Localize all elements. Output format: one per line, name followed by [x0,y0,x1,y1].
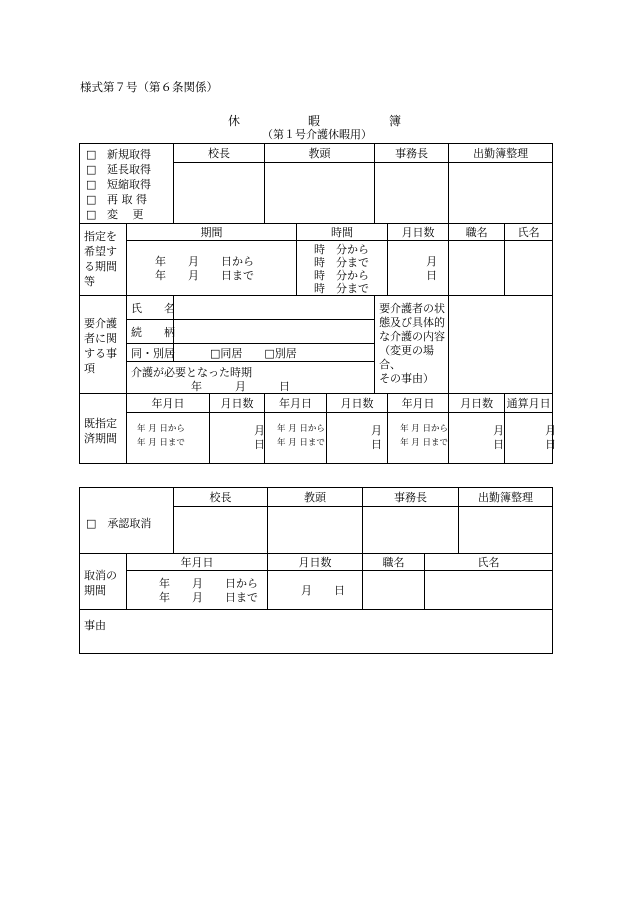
prior-date-header-1: 年月日 [127,394,210,413]
vice-principal-stamp-box[interactable] [265,163,375,224]
requested-period-label: 指定を 希望す る期間 等 [80,224,127,296]
cancel-office-manager-header: 事務長 [363,488,459,507]
prior-date-cell-3[interactable]: 年 月 日から 年 月 日まで [388,413,449,464]
prior-days-header-2: 月日数 [327,394,388,413]
care-relation-input[interactable] [174,320,375,344]
prior-days-header-3: 月日数 [449,394,505,413]
time-value-cell[interactable]: 時 分から 時 分まで 時 分から 時 分まで [297,241,388,296]
approver-vice-principal-header: 教頭 [265,144,375,163]
attendance-stamp-box[interactable] [449,163,553,224]
position-header: 職名 [449,224,505,241]
office-manager-stamp-box[interactable] [375,163,449,224]
days-value-cell[interactable]: 月 日 [388,241,449,296]
type-reacquire-label: 再 取 得 [107,193,147,206]
cancel-attendance-header: 出勤簿整理 [459,488,553,507]
days-header: 月日数 [388,224,449,241]
care-name-input[interactable] [174,296,375,320]
principal-stamp-box[interactable] [174,163,265,224]
cancel-reason-cell[interactable] [80,610,553,654]
prior-date-header-2: 年月日 [265,394,327,413]
position-value-cell[interactable] [449,241,505,296]
form-number: 様式第７号（第６条関係） [80,80,218,94]
prior-date-header-3: 年月日 [388,394,449,413]
name-header: 氏名 [505,224,553,241]
prior-total-cell[interactable]: 月 日 [505,413,553,464]
cancel-principal-header: 校長 [174,488,268,507]
type-shorten-label: 短縮取得 [107,178,151,191]
type-shorten-checkbox[interactable]: □ [86,178,97,191]
period-header: 期間 [127,224,297,241]
period-value-cell[interactable]: 年 月 日から 年 月 日まで [127,241,297,296]
care-cohabit-options[interactable]: □同居 □別居 [174,344,375,362]
time-header: 時間 [297,224,388,241]
title-char-1: 休 [228,114,241,128]
type-change-checkbox[interactable]: □ [86,208,97,221]
type-extend-label: 延長取得 [107,163,151,176]
prior-days-cell-2[interactable]: 月 日 [327,413,388,464]
cancel-days-cell[interactable]: 月 日 [268,571,363,610]
cancel-reason-label: 事由 [84,619,106,632]
cancel-principal-stamp-box[interactable] [174,507,268,554]
cancel-vice-principal-stamp-box[interactable] [268,507,363,554]
type-extend-checkbox[interactable]: □ [86,163,97,176]
type-reacquire-checkbox[interactable]: □ [86,193,97,206]
prior-total-header: 通算月日 [505,394,553,413]
prior-period-label: 既指定 済期間 [80,394,127,464]
cancel-position-header: 職名 [363,554,425,571]
title-char-2: 暇 [308,114,321,128]
cancel-days-header: 月日数 [268,554,363,571]
approver-office-manager-header: 事務長 [375,144,449,163]
subtitle: （第１号介護休暇用） [262,128,372,141]
application-type-cell [80,144,174,224]
care-relation-label: 続 柄 [127,320,174,344]
title-char-3: 簿 [389,114,402,128]
care-state-input[interactable] [449,296,553,394]
type-new-checkbox[interactable]: □ [86,148,97,161]
type-new-label: 新規取得 [107,148,151,161]
prior-date-cell-1[interactable]: 年 月 日から 年 月 日まで [127,413,210,464]
cancel-approval-cell[interactable]: □ 承認取消 [80,488,174,554]
care-name-label: 氏 名 [127,296,174,320]
care-need-time-cell[interactable]: 介護が必要となった時期 年 月 日 [127,362,375,394]
cancel-form-table [79,487,553,654]
care-cohabit-label: 同・別居 [127,344,174,362]
cancel-period-label: 取消の 期間 [80,554,127,610]
prior-days-cell-3[interactable]: 月 日 [449,413,505,464]
cancel-vice-principal-header: 教頭 [268,488,363,507]
type-change-label: 変 更 [107,208,144,221]
cancel-name-cell[interactable] [425,571,553,610]
cancel-position-cell[interactable] [363,571,425,610]
cancel-name-header: 氏名 [425,554,553,571]
approver-principal-header: 校長 [174,144,265,163]
cancel-office-manager-stamp-box[interactable] [363,507,459,554]
care-recipient-label: 要介護 者に関 する事 項 [80,296,127,394]
cancel-date-cell[interactable]: 年 月 日から 年 月 日まで [127,571,268,610]
cancel-date-header: 年月日 [127,554,268,571]
approver-attendance-header: 出勤簿整理 [449,144,553,163]
leave-form-table [79,143,557,464]
prior-days-cell-1[interactable]: 月 日 [210,413,265,464]
cancel-attendance-stamp-box[interactable] [459,507,553,554]
name-value-cell[interactable] [505,241,553,296]
prior-days-header-1: 月日数 [210,394,265,413]
care-state-label: 要介護者の状 態及び具体的 な介護の内容 （変更の場 合、 その事由） [375,296,449,394]
prior-date-cell-2[interactable]: 年 月 日から 年 月 日まで [265,413,327,464]
